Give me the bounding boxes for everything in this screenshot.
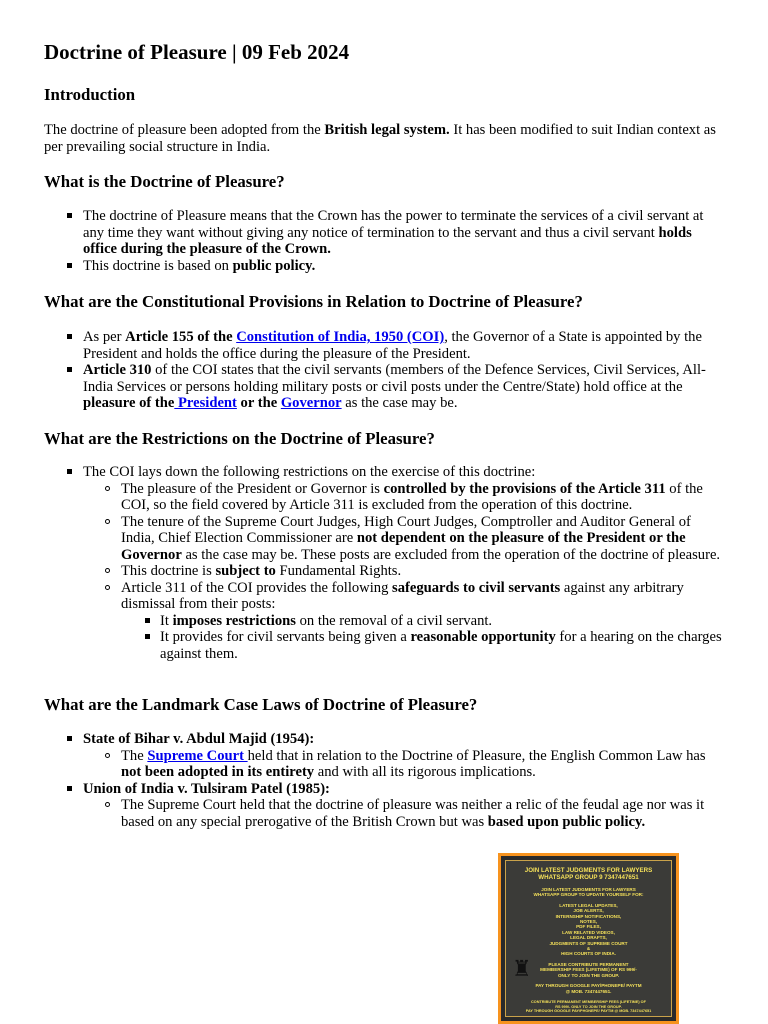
item-bold: controlled by the provisions of the Article 311 <box>383 480 666 497</box>
safeguards-list <box>121 613 728 663</box>
item-text: held that in relation to the Doctrine of Pleasure, the English Common Law has <box>247 747 706 764</box>
item-text: against any arbitrary dismissal from their posts: <box>121 579 684 612</box>
item-text: The COI lays down the following restrictions on the exercise of this doctrine: <box>83 464 536 480</box>
banner-item: HIGH COURTS OF INDIA. <box>561 951 616 957</box>
intro-paragraph <box>44 122 734 155</box>
banner-inner <box>505 860 672 1017</box>
banner-footer <box>506 1000 671 1014</box>
item-bold: public policy. <box>232 257 316 274</box>
banner-item: JUDGMENTS OF SUPREME COURT <box>549 940 628 946</box>
intro-bold: British legal system. <box>324 122 450 138</box>
item-bold: not dependent on the pleasure of the President or the Governor <box>121 530 686 563</box>
banner-headline <box>506 867 671 881</box>
item-text: As per <box>83 329 126 345</box>
what-is-list <box>44 208 728 274</box>
banner-headline-line2: WHATSAPP GROUP 9 7347447651 <box>538 874 639 881</box>
banner-footer-line: CONTRIBUTE PERMANENT MEMBERSHIP FEES (LIFETIME) OF <box>531 1000 646 1005</box>
item-text: It <box>160 612 173 629</box>
banner-subhead <box>506 887 671 898</box>
item-text: The doctrine of Pleasure means that the Crown has the power to terminate the services of a civil servant at any time they want without giving any notice of termination to the servant and thus a civil servant <box>83 208 704 241</box>
chess-piece-icon: ♜ <box>512 957 532 982</box>
case-title: State of Bihar v. Abdul Majid (1954): <box>83 731 315 747</box>
banner-pay <box>506 983 671 994</box>
banner-item: & <box>586 946 591 952</box>
item-bold: not been adopted in its entirety <box>121 764 315 780</box>
banner-item: PDF FILES, <box>576 924 601 930</box>
banner-item: LAW RELATED VIDEOS, <box>562 929 615 935</box>
list-item <box>44 258 728 275</box>
nested-item <box>121 629 728 662</box>
item-text: Fundamental Rights. <box>275 563 402 579</box>
sublist-item <box>83 514 728 564</box>
section-heading-provisions: What are the Constitutional Provisions in Relation to Doctrine of Pleasure? <box>44 292 583 311</box>
item-text: This doctrine is based on <box>83 257 233 274</box>
sublist-item <box>83 797 728 830</box>
intro-text-rest: It has been modified to suit Indian context as per prevailing social structure in India. <box>44 122 716 155</box>
section-heading-what-is: What is the Doctrine of Pleasure? <box>44 172 285 191</box>
section-heading-cases: What are the Landmark Case Laws of Doctrine of Pleasure? <box>44 695 478 714</box>
sublist-item <box>83 580 728 663</box>
banner-headline-line1: JOIN LATEST JUDGMENTS FOR LAWYERS <box>524 867 653 874</box>
intro-heading: Introduction <box>44 85 136 104</box>
item-text: of the COI, so the field covered by Article 311 is excluded from the operation of this doctrine. <box>121 480 703 513</box>
case-sublist <box>83 797 728 830</box>
item-text: The Supreme Court held that the doctrine of pleasure was neither a relic of the feudal age nor was it based on any special prerogative of the British Crown but was <box>121 797 705 830</box>
item-text: This doctrine is <box>121 563 216 579</box>
item-bold: reasonable opportunity <box>410 629 556 645</box>
sublist-item <box>83 481 728 514</box>
banner-item: JOB ALERTS, <box>573 908 604 914</box>
item-bold: holds office during the pleasure of the Crown. <box>83 224 692 257</box>
item-text: and with all its rigorous implications. <box>314 764 536 780</box>
banner-pay-line: @ MOB. 7347447651. <box>565 988 612 994</box>
case-sublist <box>83 748 728 781</box>
section-heading-restrictions: What are the Restrictions on the Doctrine of Pleasure? <box>44 429 435 448</box>
banner-pay-line: PAY THROUGH GOOGLE PAY/PHONEPE/ PAYTM <box>535 983 642 989</box>
banner-subhead-line2: WHATSAPP GROUP TO UPDATE YOURSELF FOR: <box>533 892 644 898</box>
supreme-court-link[interactable]: Supreme Court <box>147 747 248 764</box>
governor-link[interactable]: Governor <box>280 395 342 411</box>
item-bold: subject to <box>215 563 276 579</box>
item-text: on the removal of a civil servant. <box>295 612 493 629</box>
item-bold: safeguards to civil servants <box>392 579 561 596</box>
banner-subhead-line1: JOIN LATEST JUDGMENTS FOR LAWYERS <box>541 887 636 892</box>
provisions-list <box>44 329 728 412</box>
nested-item <box>121 613 728 630</box>
item-bold: Article 155 of the <box>125 329 237 345</box>
cases-list <box>44 731 728 830</box>
case-item <box>44 781 728 831</box>
banner-footer-line: RS 999/- ONLY TO JOIN THE GROUP. <box>555 1004 622 1009</box>
restrictions-list <box>44 464 728 662</box>
constitution-link[interactable]: Constitution of India, 1950 (COI) <box>236 329 445 345</box>
banner-item: NOTES, <box>579 919 598 925</box>
list-item <box>44 464 728 662</box>
intro-text: The doctrine of pleasure been adopted from the <box>44 122 325 138</box>
page-title: Doctrine of Pleasure | 09 Feb 2024 <box>44 40 350 64</box>
banner-item: LEGAL DRAFTS, <box>570 935 607 941</box>
sublist-item <box>83 748 728 781</box>
item-bold: pleasure of the <box>83 395 175 411</box>
item-bold: imposes restrictions <box>172 612 296 629</box>
item-text: Article 311 of the COI provides the following <box>121 579 393 596</box>
list-item <box>44 362 728 412</box>
item-text: The pleasure of the President or Governor is <box>121 480 384 497</box>
whatsapp-group-banner[interactable] <box>498 853 679 1024</box>
president-link[interactable]: President <box>174 395 237 411</box>
item-text: It provides for civil servants being given a <box>160 629 411 645</box>
item-bold: Article 310 <box>83 362 152 378</box>
banner-footer-line: PAY THROUGH GOOGLE PAY/PHONEPE/ PAYTM @ MOB. 7347447651 <box>525 1009 652 1014</box>
banner-fee-line: PLEASE CONTRIBUTE PERMANENT <box>548 961 629 967</box>
item-text: , the Governor of a State is appointed by the President and holds the office during the pleasure of the President. <box>83 329 702 362</box>
item-bold: or the <box>236 395 281 411</box>
item-text: for a hearing on the charges against them. <box>160 629 722 662</box>
banner-items <box>506 903 671 957</box>
item-text: as the case may be. These posts are excluded from the operation of the doctrine of pleasure. <box>181 546 721 563</box>
item-text: of the COI states that the civil servants (members of the Defence Services, Civil Services, All-India Services or persons holding military posts or civil posts under the Centre/State) hold office at the <box>83 362 706 395</box>
sublist-item <box>83 563 728 580</box>
item-text: The <box>121 747 148 764</box>
restrictions-sublist <box>83 481 728 663</box>
case-title: Union of India v. Tulsiram Patel (1985): <box>83 780 330 797</box>
case-item <box>44 731 728 781</box>
list-item <box>44 329 728 362</box>
banner-item: INTERNSHIP NOTIFICATIONS, <box>555 913 622 919</box>
banner-fee-line: ONLY TO JOIN THE GROUP. <box>557 972 620 978</box>
item-text: as the case may be. <box>341 395 458 411</box>
banner-fee-line: MEMBERSHIP FEES (LIFETIME) OF RS 999/- <box>540 967 637 973</box>
item-bold: based upon public policy. <box>487 813 646 830</box>
item-text: The tenure of the Supreme Court Judges, High Court Judges, Comptroller and Auditor General of India, Chief Election Commissioner are <box>121 513 691 546</box>
banner-item: LATEST LEGAL UPDATES, <box>559 902 618 908</box>
list-item <box>44 208 728 258</box>
